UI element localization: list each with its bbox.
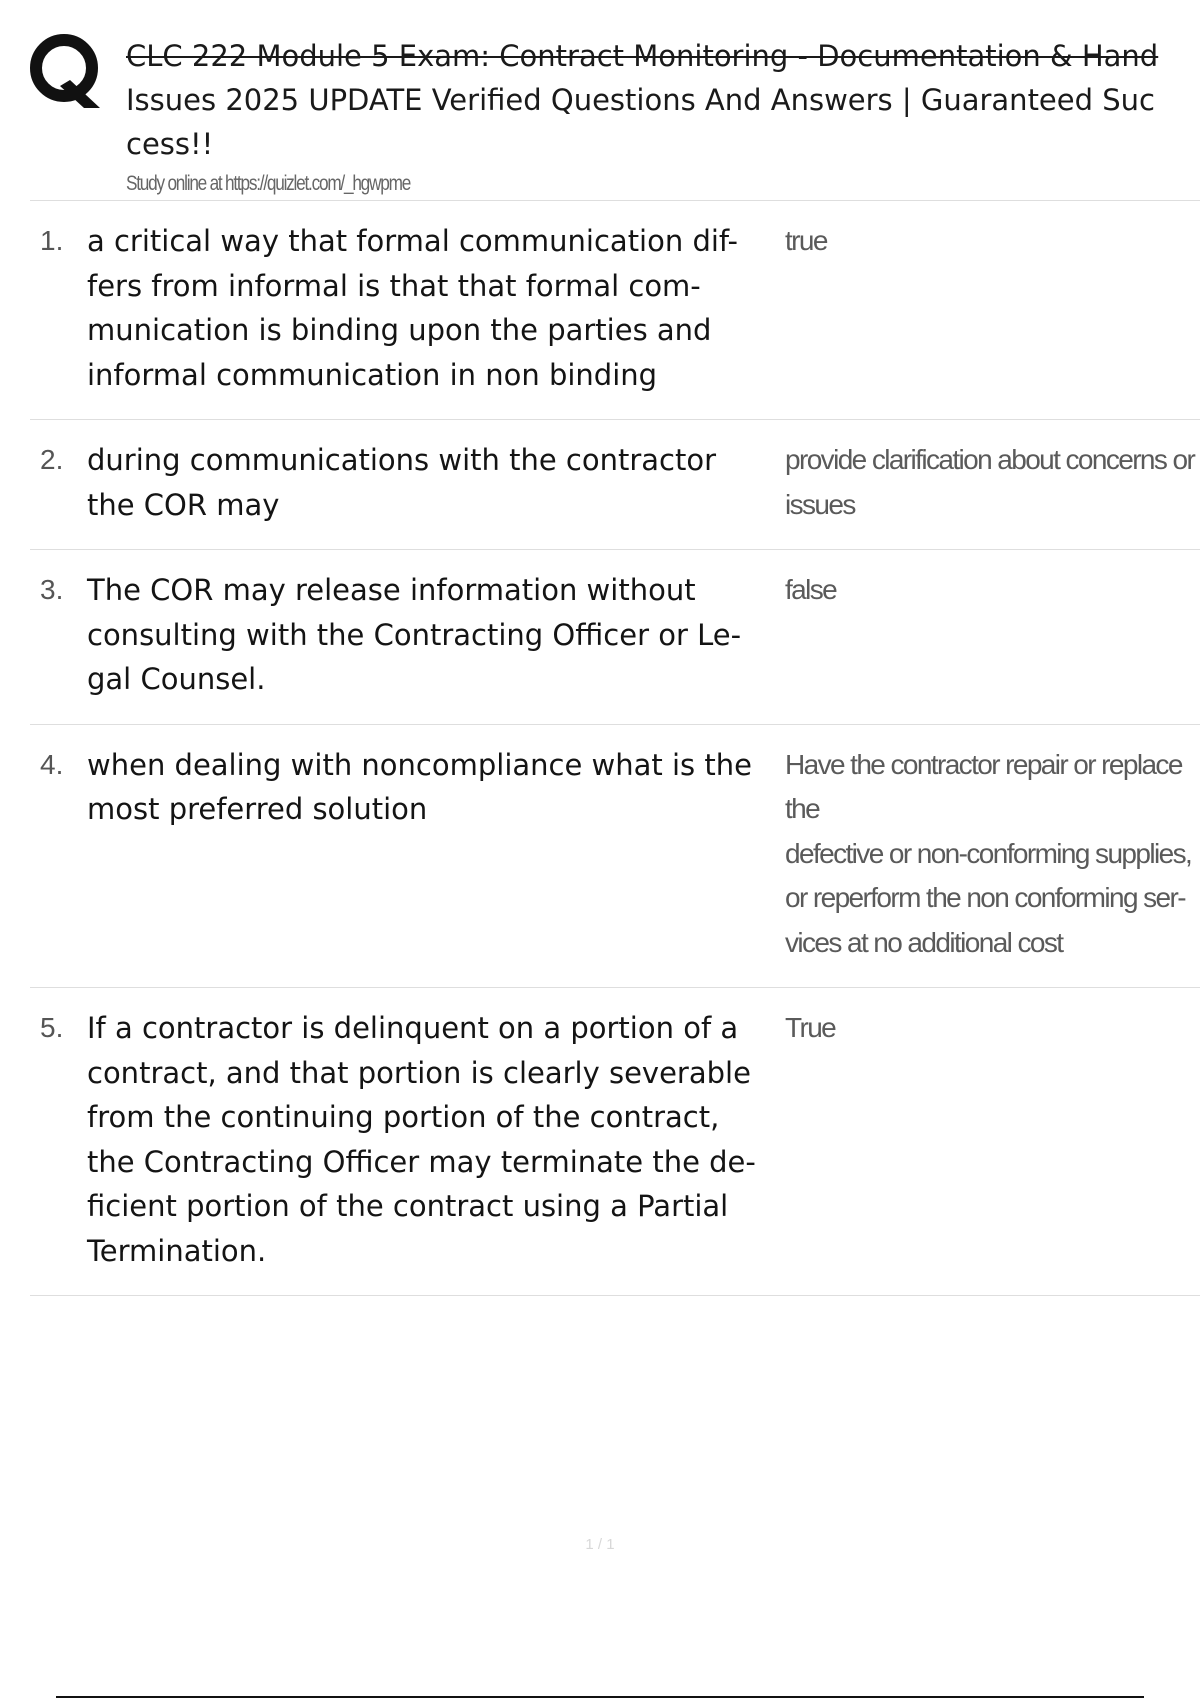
card-number: 2. — [40, 444, 64, 475]
definition-line: Have the contractor repair or replace the — [785, 748, 1182, 824]
term-line: If a contractor is delinquent on a portion of a — [87, 1011, 739, 1045]
term-line: contract, and that portion is clearly severable — [87, 1055, 751, 1090]
flashcard-row — [30, 550, 1200, 725]
card-term — [87, 219, 785, 397]
footer-divider — [56, 1696, 1144, 1698]
definition-line: True — [785, 1012, 836, 1043]
term-line: when dealing with noncompliance what is the — [87, 747, 752, 782]
card-definition — [785, 438, 1200, 527]
term-line: gal Counsel. — [87, 662, 266, 696]
card-definition — [785, 219, 1200, 397]
title-line-3: cess!! — [126, 127, 214, 161]
document-header — [126, 34, 1200, 196]
term-line: the COR may — [87, 487, 280, 522]
flashcard-row — [30, 420, 1200, 550]
definition-line: true — [785, 225, 827, 256]
card-definition — [785, 743, 1200, 966]
term-line: most preferred solution — [87, 792, 428, 826]
document-title — [126, 34, 1200, 166]
title-line-2: Issues 2025 UPDATE Verified Questions And Answers | Guaranteed Suc — [126, 83, 1155, 117]
term-line: from the continuing portion of the contract, — [87, 1100, 720, 1134]
flashcard-row — [30, 725, 1200, 989]
card-number: 5. — [40, 1012, 64, 1043]
card-term — [87, 568, 785, 702]
definition-line: vices at no additional cost — [785, 926, 1063, 958]
definition-line: or reperform the non conforming ser- — [785, 882, 1185, 913]
quizlet-logo-icon — [30, 30, 106, 114]
definition-line: provide clarification about concerns or — [785, 444, 1195, 475]
term-line: consulting with the Contracting Officer or Le- — [87, 617, 742, 652]
term-line: ficient portion of the contract using a Partial — [87, 1189, 729, 1223]
card-number: 1. — [40, 225, 64, 256]
term-line: Termination. — [87, 1233, 267, 1268]
card-definition — [785, 1006, 1200, 1273]
term-line: informal communication in non binding — [87, 357, 658, 392]
flashcard-list — [30, 200, 1200, 1296]
term-line: during communications with the contractor — [87, 443, 717, 477]
card-term — [87, 438, 785, 527]
term-line: the Contracting Officer may terminate the de- — [87, 1144, 756, 1179]
card-number: 3. — [40, 574, 64, 605]
term-line: munication is binding upon the parties and — [87, 313, 712, 347]
term-line: fers from informal is that that formal com- — [87, 268, 701, 303]
study-online-link[interactable]: Study online at https://quizlet.com/_hgwpme — [126, 172, 411, 195]
flashcard-row — [30, 201, 1200, 420]
term-line: The COR may release information without — [87, 573, 696, 607]
flashcard-row — [30, 988, 1200, 1296]
definition-line: false — [785, 574, 837, 605]
page-number: 1 / 1 — [585, 1536, 615, 1553]
card-term — [87, 1006, 785, 1273]
definition-line: defective or non-conforming supplies, — [785, 837, 1192, 869]
term-line: a critical way that formal communication dif- — [87, 224, 739, 258]
card-definition — [785, 568, 1200, 702]
card-term — [87, 743, 785, 966]
title-line-1: CLC 222 Module 5 Exam: Contract Monitoring - Documentation & Hand — [126, 39, 1159, 73]
card-number: 4. — [40, 748, 64, 780]
definition-line: issues — [785, 488, 855, 520]
